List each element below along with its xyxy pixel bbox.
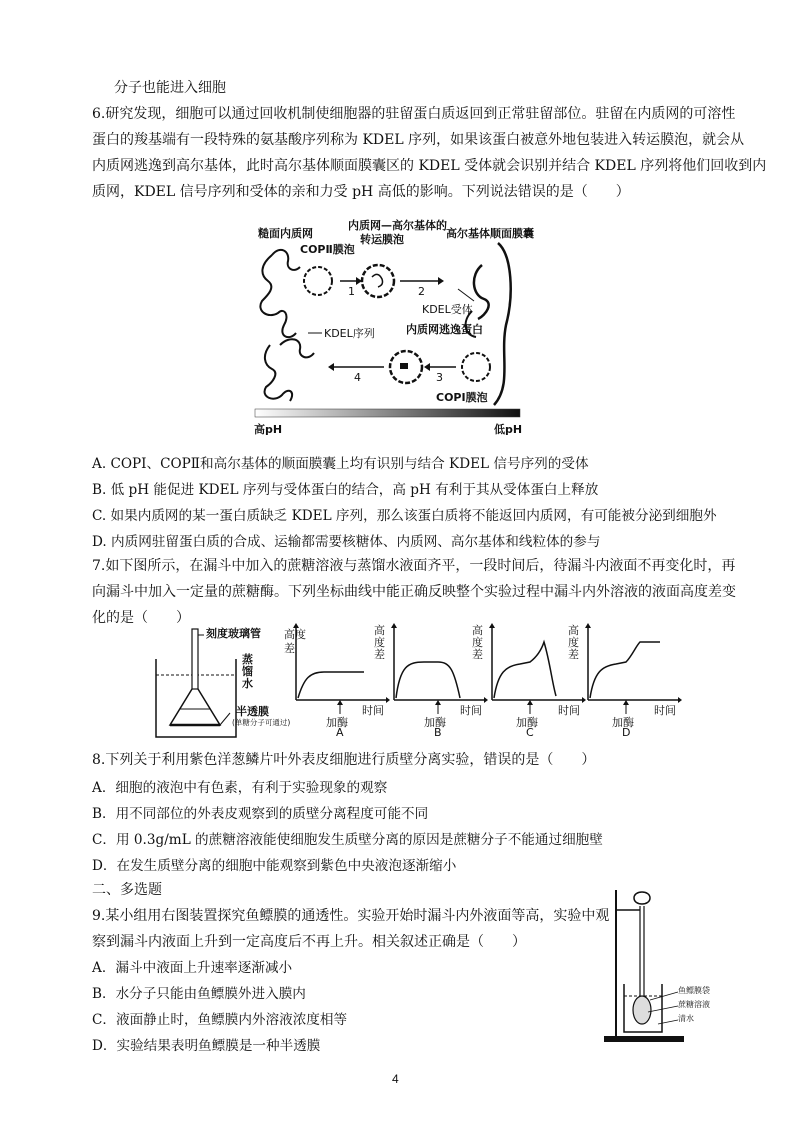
- graph-a-enzyme: 加酶: [326, 716, 348, 729]
- golgi-label: 高尔基体顺面膜囊: [446, 227, 534, 240]
- fish-bladder-label: 鱼鳔膜袋: [678, 986, 710, 995]
- water-label: 清水: [678, 1014, 694, 1023]
- q8-option-c: C．用 0.3g/mL 的蔗糖溶液能使细胞发生质壁分离的原因是蔗糖分子不能通过细胞壁: [92, 832, 603, 848]
- graph-c-ylabel-2: 度: [472, 636, 483, 649]
- graph-d-enzyme: 加酶: [612, 716, 634, 729]
- q8-option-b: B．用不同部位的外表皮观察到的质壁分离程度可能不同: [92, 806, 429, 822]
- q6-option-d: D. 内质网驻留蛋白质的合成、运输都需要核糖体、内质网、高尔基体和线粒体的参与: [92, 534, 601, 550]
- tube-label: 刻度玻璃管: [206, 627, 261, 640]
- q9-option-a: A．漏斗中液面上升速率逐渐减小: [92, 960, 293, 976]
- q7-line-3: 化的是（ ）: [92, 610, 190, 626]
- graph-c-enzyme: 加酶: [516, 716, 538, 729]
- kdel-diagram: [250, 215, 525, 440]
- q8-option-a: A．细胞的液泡中有色素，有利于实验现象的观察: [92, 780, 388, 796]
- graph-b-xlabel: 时间: [460, 704, 482, 717]
- q6-figure: [250, 215, 534, 440]
- graph-d-letter: D: [622, 726, 631, 739]
- graph-c-ylabel-1: 高: [472, 624, 483, 637]
- step-3: 3: [436, 371, 443, 384]
- q6-line-3: 内质网逃逸到高尔基体，此时高尔基体顺面膜囊区的 KDEL 受体就会识别并结合 KDEL 序列将他们回收到内: [92, 158, 767, 174]
- graph-c-ylabel-3: 差: [472, 648, 483, 661]
- continued-line: 分子也能进入细胞: [114, 80, 226, 96]
- water-label-1: 蒸: [242, 653, 253, 666]
- q9-option-d: D．实验结果表明鱼鳔膜是一种半透膜: [92, 1038, 321, 1054]
- membrane-label: 半透膜: [236, 705, 269, 718]
- graph-b-ylabel-3: 差: [374, 648, 385, 661]
- q6-line-2: 蛋白的羧基端有一段特殊的氨基酸序列称为 KDEL 序列，如果该蛋白被意外地包装进入转运膜泡，就会从: [92, 132, 745, 148]
- membrane-note: (单糖分子可通过): [232, 718, 291, 727]
- q8-option-d: D．在发生质壁分离的细胞中能观察到紫色中央液泡逐渐缩小: [92, 858, 457, 874]
- graph-a-ylabel-1: 高度: [284, 628, 306, 641]
- q9-option-c: C．液面静止时，鱼鳔膜内外溶液浓度相等: [92, 1012, 348, 1028]
- graph-b-enzyme: 加酶: [424, 716, 446, 729]
- graph-d-ylabel-2: 度: [568, 636, 579, 649]
- graph-b-ylabel-2: 度: [374, 636, 385, 649]
- q9-line-1: 9.某小组用右图装置探究鱼鳔膜的通透性。实验开始时漏斗内外液面等高，实验中观: [92, 908, 610, 924]
- graph-b-letter: B: [434, 726, 442, 739]
- kdel-label: KDEL序列: [324, 327, 375, 340]
- graph-a-ylabel-2: 差: [284, 642, 295, 655]
- sucrose-label: 蔗糖溶液: [678, 1000, 710, 1009]
- receptor-label: KDEL受体: [422, 303, 473, 316]
- page-number: 4: [392, 1072, 399, 1086]
- q7-line-1: 7.如下图所示，在漏斗中加入的蔗糖溶液与蒸馏水液面齐平，一段时间后，待漏斗内液面不再变化时，再: [92, 558, 736, 574]
- q7-line-2: 向漏斗中加入一定量的蔗糖酶。下列坐标曲线中能正确反映整个实验过程中漏斗内外溶液的液面高度差变: [92, 584, 736, 600]
- escape-label: 内质网逃逸蛋白: [406, 323, 483, 336]
- graph-b-ylabel-1: 高: [374, 624, 385, 637]
- low-ph-label: 低pH: [494, 423, 523, 436]
- graph-d-xlabel: 时间: [654, 704, 676, 717]
- graph-d-ylabel-3: 差: [568, 648, 579, 661]
- graph-c-letter: C: [526, 726, 534, 739]
- q8-line: 8.下列关于利用紫色洋葱鳞片叶外表皮细胞进行质壁分离实验，错误的是（ ）: [92, 752, 596, 768]
- water-label-3: 水: [242, 677, 253, 690]
- vesicle-label: 内质网—高尔基体的: [348, 219, 447, 232]
- vesicle-label-2: 转运膜泡: [360, 233, 404, 246]
- section-heading: 二、多选题: [92, 882, 162, 898]
- q6-line-1: 6.研究发现，细胞可以通过回收机制使细胞器的驻留蛋白质返回到正常驻留部位。驻留在内质网的可溶性: [92, 106, 736, 122]
- graph-a-letter: A: [336, 726, 344, 739]
- q7-graph-d: [568, 622, 682, 742]
- step-2: 2: [418, 285, 425, 298]
- copii-label: COPⅡ膜泡: [300, 243, 355, 256]
- graph-d-ylabel-1: 高: [568, 624, 579, 637]
- step-1: 1: [348, 285, 355, 298]
- graph-a-xlabel: 时间: [362, 704, 384, 717]
- graph-c-xlabel: 时间: [558, 704, 580, 717]
- q6-option-a: A. COPⅠ、COPⅡ和高尔基体的顺面膜囊上均有识别与结合 KDEL 信号序列的受体: [92, 456, 589, 472]
- step-4: 4: [354, 371, 361, 384]
- high-ph-label: 高pH: [254, 423, 283, 436]
- q6-option-b: B. 低 pH 能促进 KDEL 序列与受体蛋白的结合，高 pH 有利于其从受体蛋白上释放: [92, 482, 599, 498]
- er-label: 糙面内质网: [258, 227, 313, 240]
- q9-option-b: B．水分子只能由鱼鳔膜外进入膜内: [92, 986, 306, 1002]
- q9-figure: [598, 880, 718, 1045]
- q9-line-2: 察到漏斗内液面上升到一定高度后不再上升。相关叙述正确是（ ）: [92, 934, 526, 950]
- q6-option-c: C. 如果内质网的某一蛋白质缺乏 KDEL 序列，那么该蛋白质将不能返回内质网，有可能被分泌到细胞外: [92, 508, 717, 524]
- q6-line-4: 质网，KDEL 信号序列和受体的亲和力受 pH 高低的影响。下列说法错误的是（ ）: [92, 184, 630, 200]
- water-label-2: 馏: [242, 665, 253, 678]
- copi-label: COPⅠ膜泡: [436, 391, 488, 404]
- q7-apparatus: [150, 625, 290, 740]
